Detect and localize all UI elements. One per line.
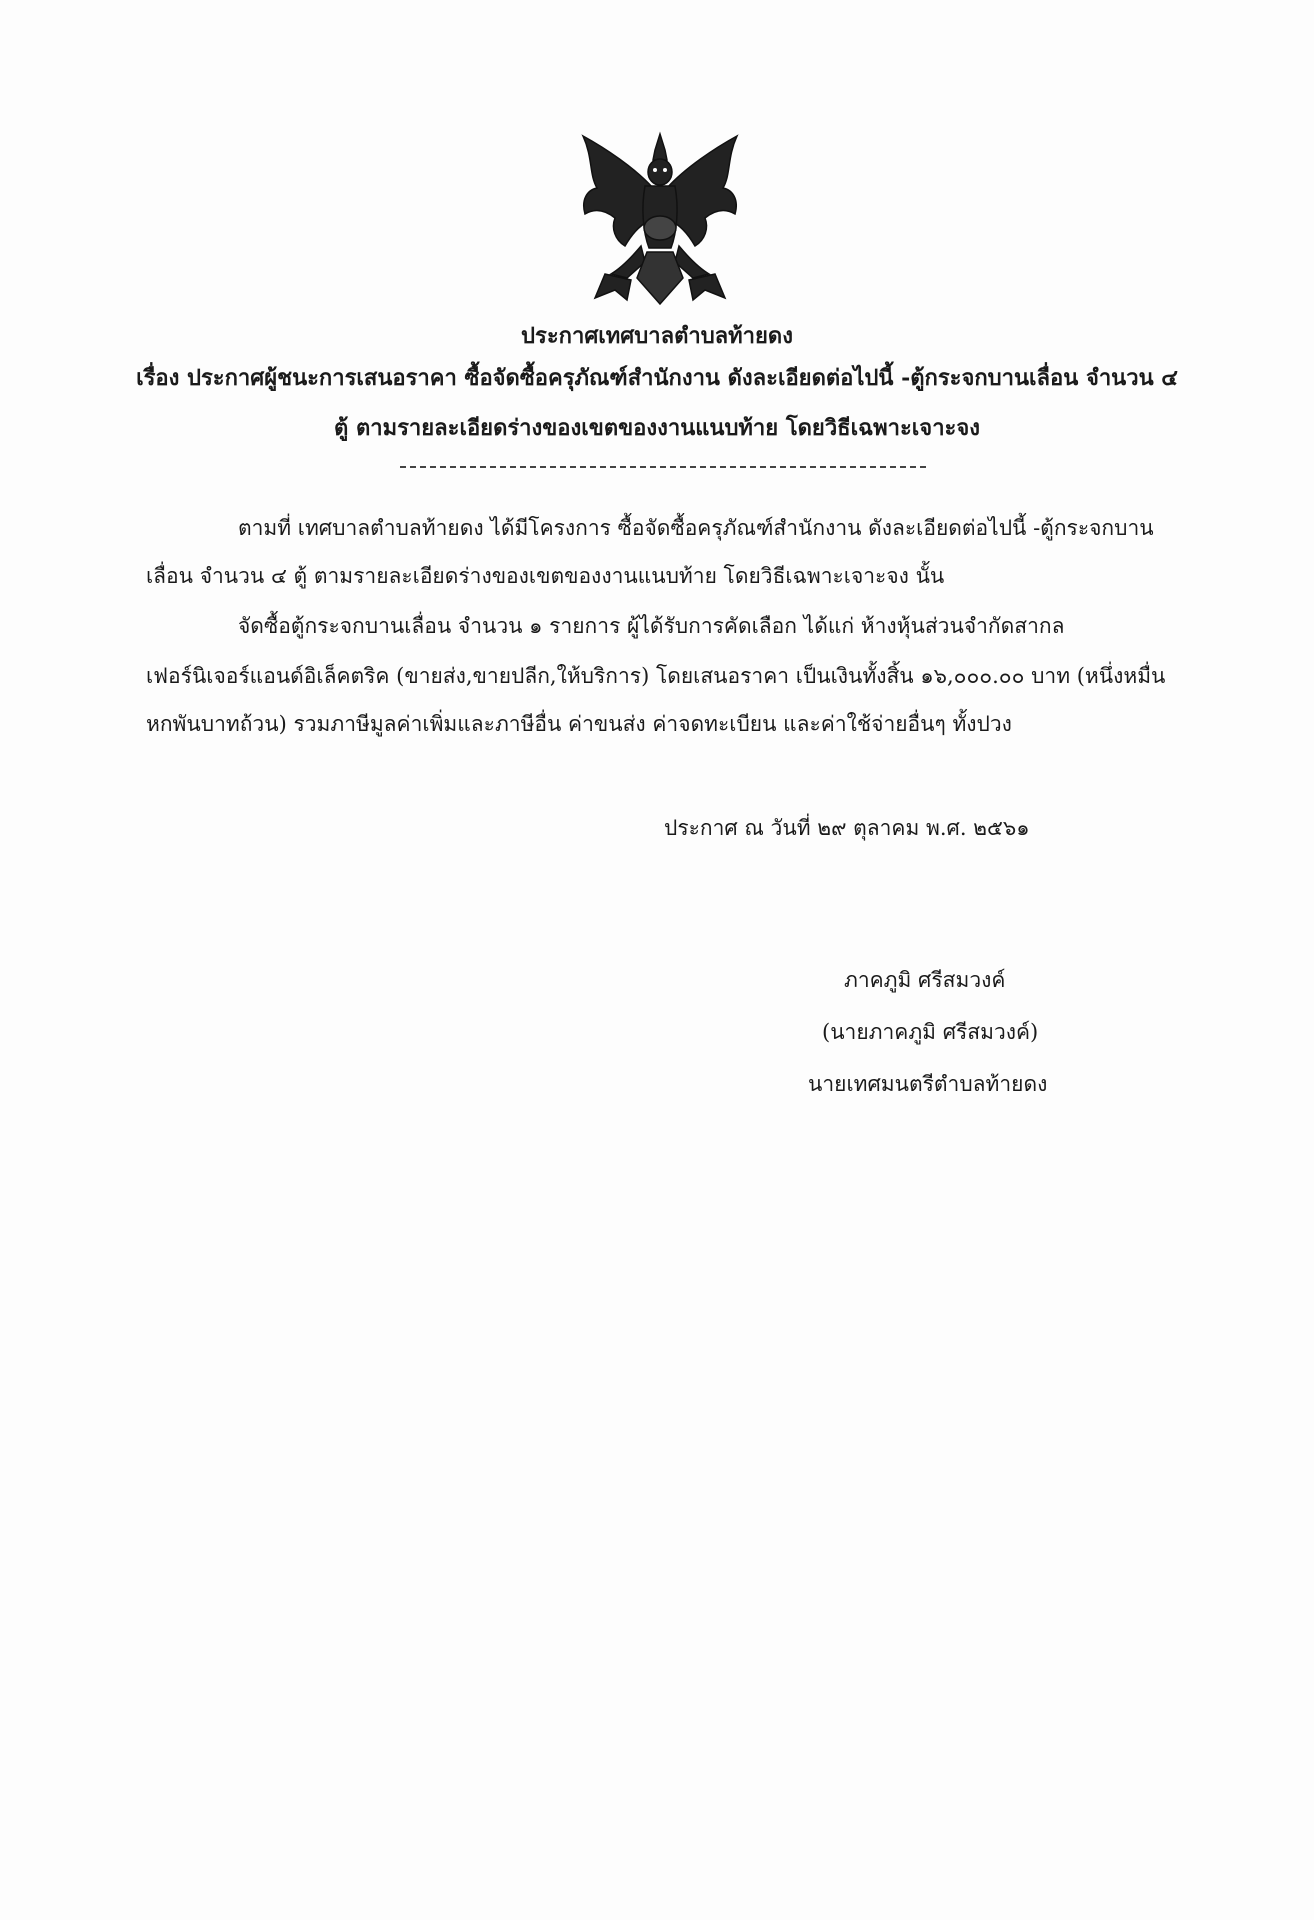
paragraph-1-line-2: เลื่อน จำนวน ๔ ตู้ ตามรายละเอียดร่างของเขตของงานแนบท้าย โดยวิธีเฉพาะเจาะจง นั้น xyxy=(146,564,945,588)
paragraph-1-line-1: ตามที่ เทศบาลตำบลท้ายดง ได้มีโครงการ ซื้อจัดซื้อครุภัณฑ์สำนักงาน ดังละเอียดต่อไปนี้ -ตู้กระจกบาน xyxy=(238,516,1154,540)
subject-line-2: ตู้ ตามรายละเอียดร่างของเขตของงานแนบท้าย โดยวิธีเฉพาะเจาะจง xyxy=(334,415,980,441)
announcement-title: ประกาศเทศบาลตำบลท้ายดง xyxy=(521,323,793,349)
garuda-emblem-icon xyxy=(575,128,745,310)
announcement-date: ประกาศ ณ วันที่ ๒๙ ตุลาคม พ.ศ. ๒๕๖๑ xyxy=(664,816,1030,840)
signatory-position: นายเทศมนตรีตำบลท้ายดง xyxy=(808,1072,1048,1096)
subject-line-1: เรื่อง ประกาศผู้ชนะการเสนอราคา ซื้อจัดซื้อครุภัณฑ์สำนักงาน ดังละเอียดต่อไปนี้ -ตู้กระจกบานเลื่อน จำนวน ๔ xyxy=(136,365,1178,391)
paragraph-2-line-2: เฟอร์นิเจอร์แอนด์อิเล็คตริค (ขายส่ง,ขายปลีก,ให้บริการ) โดยเสนอราคา เป็นเงินทั้งสิ้น ๑๖,๐๐๐.๐๐ บาท (หนึ่งหมื่น xyxy=(146,664,1166,688)
paragraph-2-line-1: จัดซื้อตู้กระจกบานเลื่อน จำนวน ๑ รายการ ผู้ได้รับการคัดเลือก ได้แก่ ห้างหุ้นส่วนจำกัดสากล xyxy=(238,614,1065,638)
paragraph-2-line-3: หกพันบาทถ้วน) รวมภาษีมูลค่าเพิ่มและภาษีอื่น ค่าขนส่ง ค่าจดทะเบียน และค่าใช้จ่ายอื่นๆ ทั้งปวง xyxy=(146,712,1012,736)
printed-name: (นายภาคภูมิ ศรีสมวงค์) xyxy=(822,1020,1039,1044)
divider xyxy=(400,466,926,468)
signature-name: ภาคภูมิ ศรีสมวงค์ xyxy=(844,968,1006,992)
